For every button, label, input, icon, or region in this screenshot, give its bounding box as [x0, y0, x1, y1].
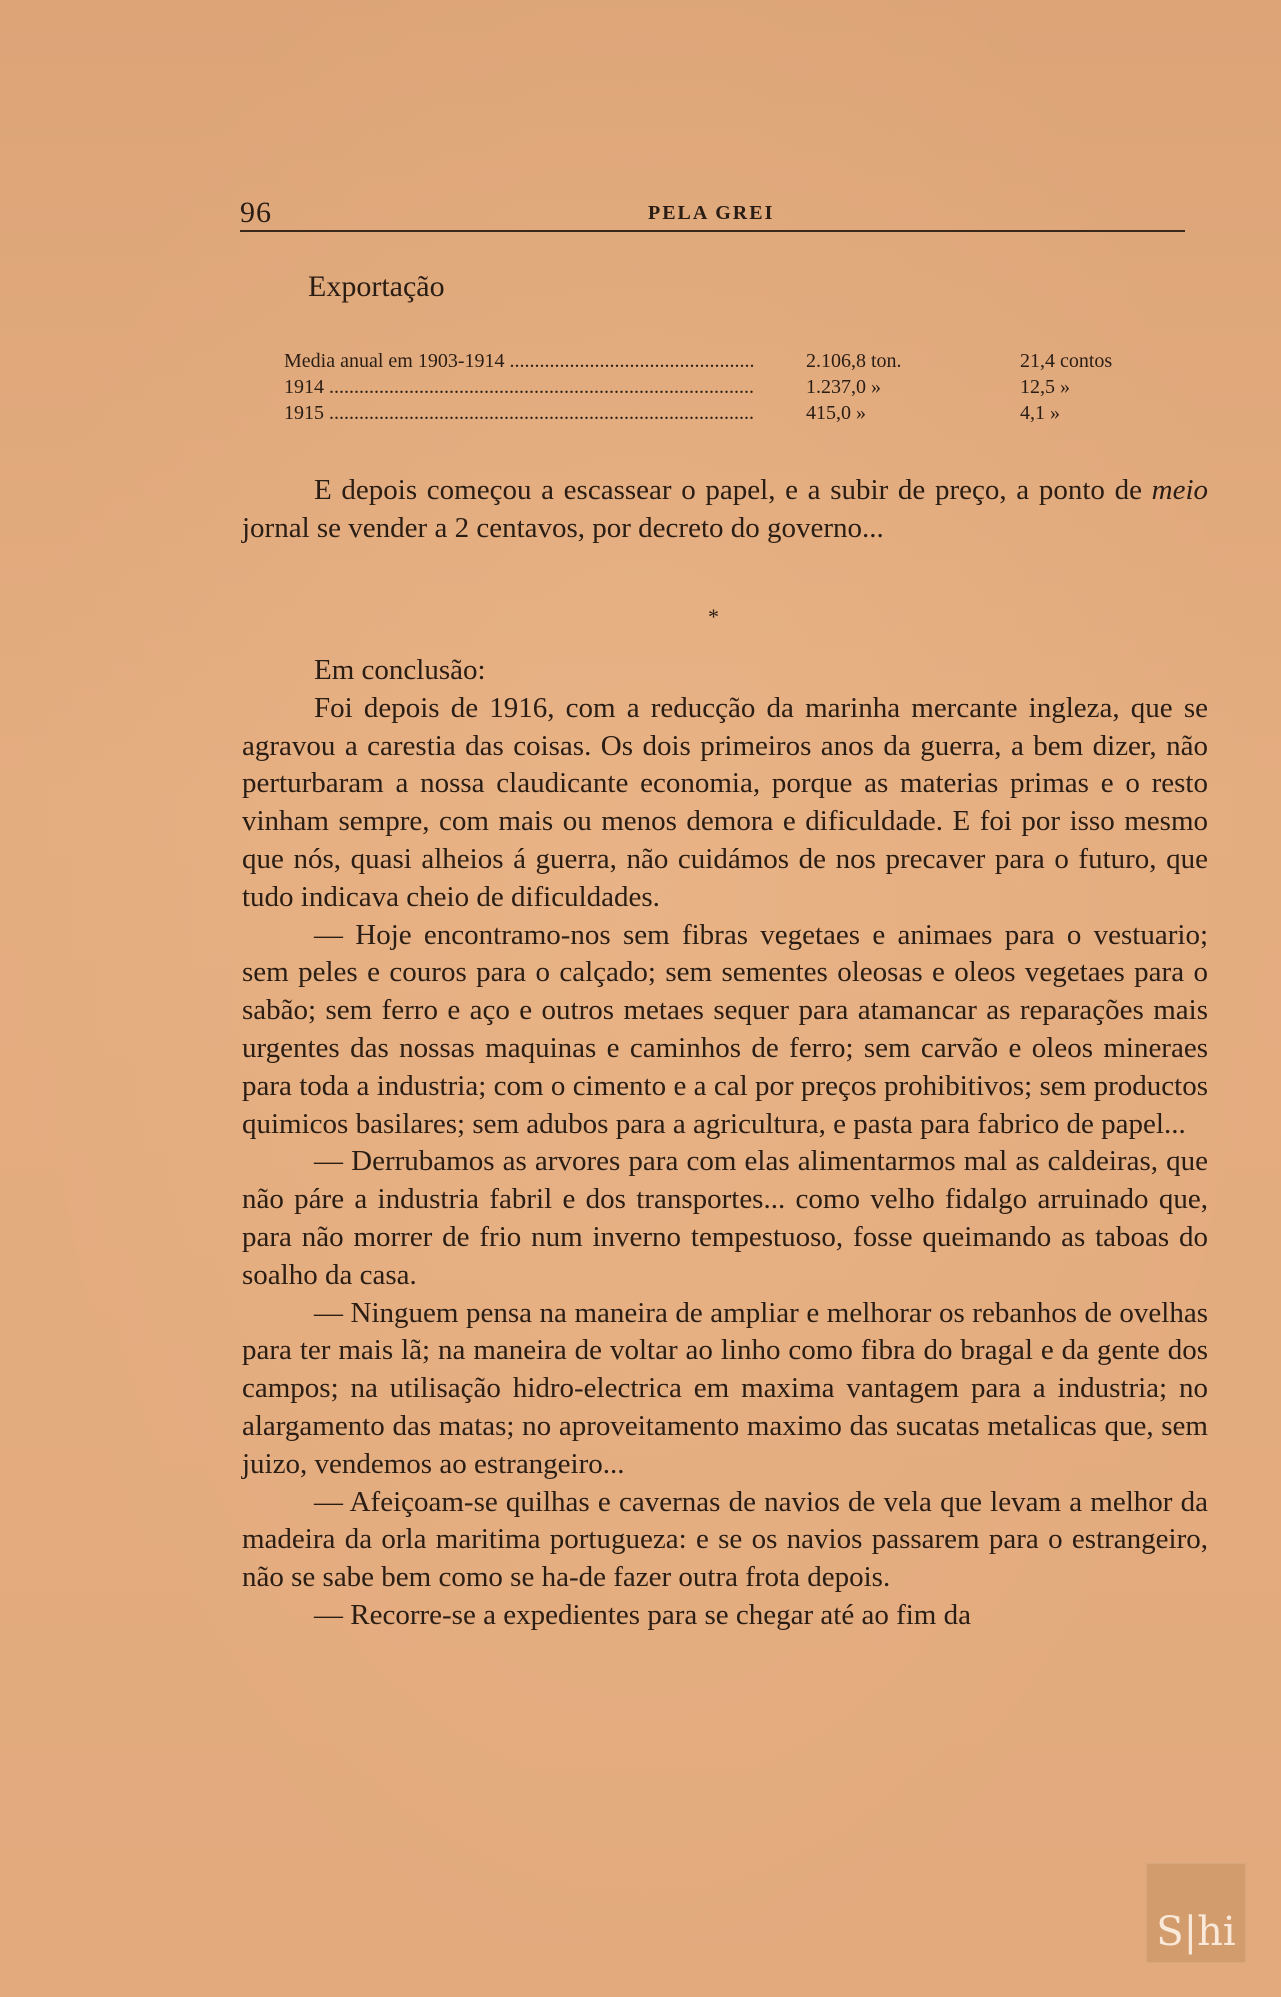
- text-run: jornal se vender a 2 centavos, por decreto do governo...: [242, 511, 884, 544]
- row-value: 12,5 »: [1020, 376, 1070, 398]
- row-quantity: 1.237,0 »: [806, 376, 881, 398]
- paragraph: [242, 472, 1208, 548]
- header-rule: [240, 230, 1185, 232]
- paragraph: — Recorre-se a expedientes para se chegar até ao fim da: [314, 1598, 971, 1631]
- running-head: PELA GREI: [648, 202, 775, 224]
- export-table: [284, 348, 1144, 426]
- conclusion-section: [242, 652, 1208, 1635]
- table-row: [284, 374, 1144, 400]
- paragraph: — Derrubamos as arvores para com elas alimentarmos mal as caldeiras, que não páre a industria fabril e dos transportes... como velho fidalgo arruinado que, para não morrer de frio num inverno tempestuoso, fosse queimando as taboas do soalho da casa.: [242, 1145, 1208, 1291]
- section-title: Exportação: [308, 270, 445, 303]
- row-label: 1914 .....: [284, 374, 754, 400]
- text-run: E depois começou a escassear o papel, e a subir de preço, a ponto de: [314, 474, 1152, 506]
- page-number: 96: [240, 196, 272, 229]
- row-value: 21,4 contos: [1020, 350, 1113, 372]
- row-quantity: 2.106,8 ton.: [806, 350, 902, 372]
- section-separator: *: [708, 604, 719, 629]
- paragraph: Foi depois de 1916, com a reducção da marinha mercante ingleza, que se agravou a carestia das coisas. Os dois primeiros anos da guerra, a bem dizer, não perturbaram a nossa claudicante economia, porque as materias primas e o resto vinham sempre, com mais ou menos demora e dificuldade. E foi por isso mesmo que nós, quasi alheios á guerra, não cuidámos de nos precaver para o futuro, que tudo indicava cheio de dificuldades.: [242, 691, 1208, 913]
- library-watermark-logo: S|hi: [1146, 1863, 1246, 1963]
- row-value: 4,1 »: [1020, 402, 1060, 424]
- table-row: [284, 348, 1144, 374]
- paragraph: — Afeiçoam-se quilhas e cavernas de navios de vela que levam a melhor da madeira da orla maritima portugueza: e se os navios passarem para o estrangeiro, não se sabe bem como se ha-de fazer outra frota depois.: [242, 1485, 1208, 1594]
- row-label: Media anual em 1903-1914 .....: [284, 348, 754, 374]
- conclusion-heading: Em conclusão:: [314, 654, 486, 686]
- emphasis: meio: [1151, 474, 1208, 506]
- paragraph: — Ninguem pensa na maneira de ampliar e melhorar os rebanhos de ovelhas para ter mais lã; na maneira de voltar ao linho como fibra do bragal e da gente dos campos; na utilisação hidro-electrica em maxima vantagem para a industria; no alargamento das matas; no aproveitamento maximo das sucatas metalicas que, sem juizo, vendemos ao estrangeiro...: [242, 1296, 1208, 1480]
- paragraph-paper-shortage: [242, 472, 1208, 548]
- row-quantity: 415,0 »: [806, 402, 866, 424]
- row-label: 1915 .....: [284, 400, 754, 426]
- table-row: [284, 400, 1144, 426]
- paragraph: — Hoje encontramo-nos sem fibras vegetaes e animaes para o vestuario; sem peles e couros para o calçado; sem sementes oleosas e oleos vegetaes para o sabão; sem ferro e aço e outros metaes sequer para atamancar as reparações mais urgentes das nossas maquinas e caminhos de ferro; sem carvão e oleos mineraes para toda a industria; com o cimento e a cal por preços prohibitivos; sem productos quimicos basilares; sem adubos para a agricultura, e pasta para fabrico de papel...: [242, 918, 1208, 1140]
